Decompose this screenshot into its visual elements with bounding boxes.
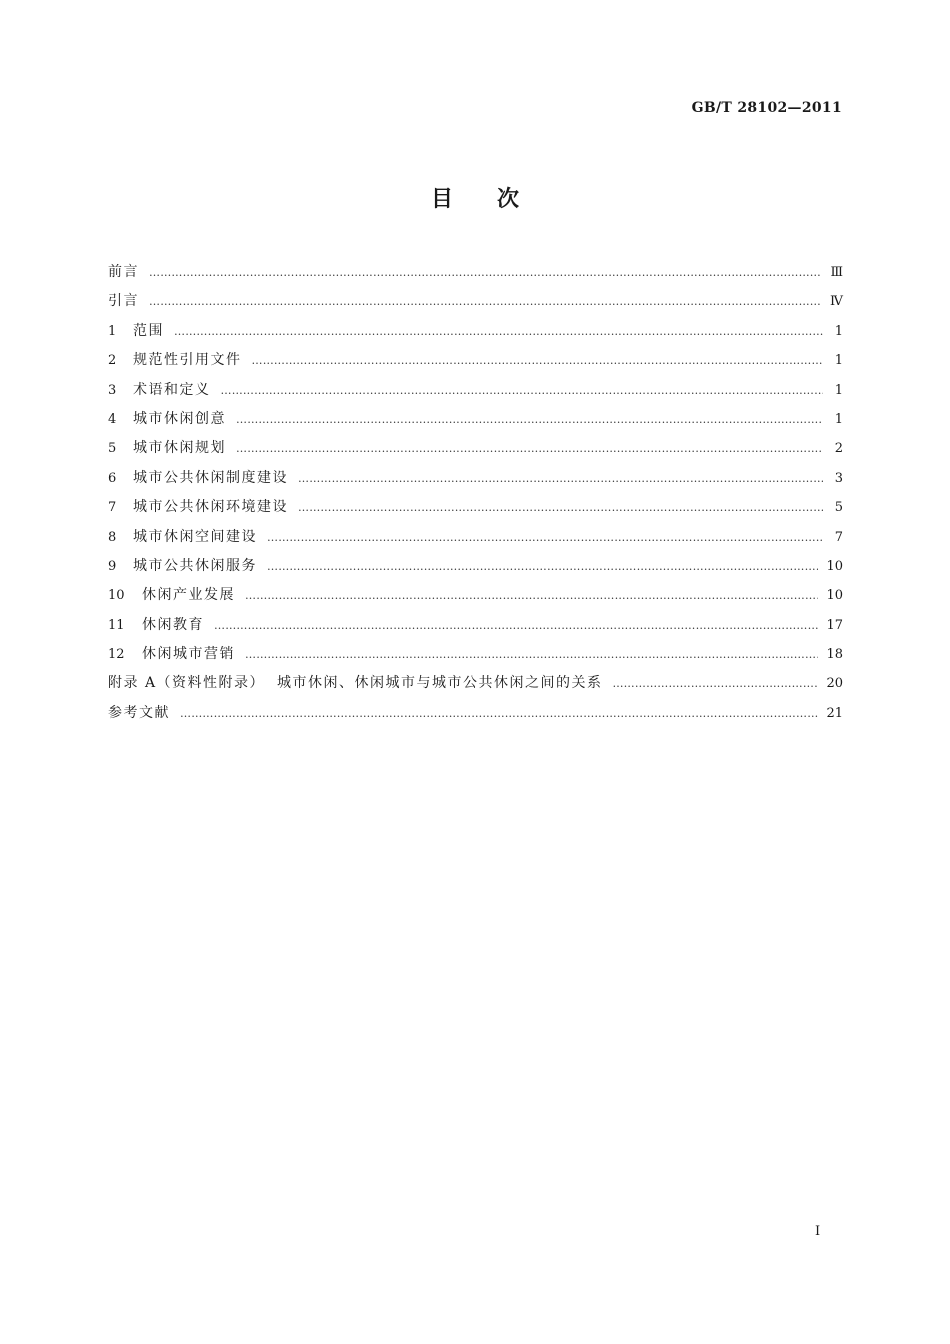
toc-entry-label: 城市休闲创意 — [133, 410, 226, 427]
toc-leader-dots — [245, 581, 818, 610]
toc-leader-dots — [252, 346, 824, 375]
toc-entry-page: 1 — [834, 411, 843, 427]
toc-entry-page: 1 — [834, 353, 843, 369]
toc-leader-dots — [612, 669, 818, 698]
toc-entry-page: 2 — [834, 441, 843, 457]
toc-leader-dots — [149, 258, 822, 287]
toc-entry-page: 1 — [834, 382, 843, 398]
toc-entry-page: 10 — [826, 588, 843, 604]
toc-entry-page: Ⅲ — [830, 265, 843, 280]
toc-entry-label: 城市公共休闲制度建设 — [133, 469, 288, 486]
toc-leader-dots — [298, 464, 823, 493]
toc-entry-label: 附录 A（资料性附录） 城市休闲、休闲城市与城市公共休闲之间的关系 — [108, 675, 603, 692]
toc-leader-dots — [245, 640, 818, 669]
toc-entry-number: 6 — [108, 470, 117, 486]
toc-entry-number: 1 — [108, 323, 117, 339]
toc-entry-page: 17 — [826, 617, 843, 633]
toc-leader-dots — [267, 552, 818, 581]
toc-entry-page: 21 — [826, 705, 843, 721]
toc-entry-references[interactable] — [108, 699, 843, 728]
toc-entry-label: 城市休闲空间建设 — [133, 528, 257, 545]
toc-entry-label: 休闲教育 — [142, 616, 204, 633]
toc-entry-6[interactable] — [108, 464, 843, 493]
toc-entry-number: 4 — [108, 411, 117, 427]
toc-entry-number: 12 — [108, 647, 125, 663]
toc-entry-number: 5 — [108, 441, 117, 457]
toc-entry-page: 10 — [826, 558, 843, 574]
toc-leader-dots — [221, 376, 824, 405]
toc-entry-label: 休闲城市营销 — [142, 646, 235, 663]
toc-leader-dots — [236, 405, 823, 434]
toc-entry-page: 1 — [834, 323, 843, 339]
toc-leader-dots — [180, 699, 818, 728]
toc-leader-dots — [214, 611, 818, 640]
toc-leader-dots — [267, 523, 823, 552]
toc-leader-dots — [236, 434, 823, 463]
toc-entry-11[interactable] — [108, 611, 843, 640]
toc-entry-page: Ⅳ — [830, 294, 843, 310]
toc-entry-page: 20 — [826, 676, 843, 692]
page-title: 目次 — [430, 187, 563, 212]
toc-leader-dots — [174, 317, 823, 346]
toc-entry-number: 8 — [108, 529, 117, 545]
toc-entry-label: 规范性引用文件 — [133, 352, 242, 369]
toc-entry-label: 前言 — [108, 264, 139, 280]
toc-entry-3[interactable] — [108, 376, 843, 405]
toc-entry-number: 3 — [108, 382, 117, 398]
toc-entry-number: 7 — [108, 500, 117, 516]
toc-entry-label: 休闲产业发展 — [142, 587, 235, 604]
toc-entry-number: 9 — [108, 558, 117, 574]
toc-entry-8[interactable] — [108, 523, 843, 552]
toc-entry-label: 参考文献 — [108, 704, 170, 721]
toc-entry-1[interactable] — [108, 317, 843, 346]
toc-entry-number: 2 — [108, 353, 117, 369]
toc-entry-label: 城市公共休闲环境建设 — [133, 499, 288, 516]
toc-entry-foreword[interactable] — [108, 258, 843, 287]
toc-leader-dots — [298, 493, 823, 522]
toc-leader-dots — [149, 287, 822, 316]
toc-entry-7[interactable] — [108, 493, 843, 522]
toc-entry-label: 术语和定义 — [133, 381, 211, 398]
toc-entry-number: 11 — [108, 617, 125, 633]
toc-entry-label: 城市休闲规划 — [133, 440, 226, 457]
table-of-contents — [108, 258, 843, 728]
toc-entry-page: 5 — [834, 500, 843, 516]
toc-entry-page: 3 — [834, 470, 843, 486]
toc-entry-page: 18 — [826, 647, 843, 663]
toc-entry-label: 范围 — [133, 322, 164, 339]
toc-entry-4[interactable] — [108, 405, 843, 434]
toc-entry-appendix-a[interactable] — [108, 669, 843, 698]
toc-entry-9[interactable] — [108, 552, 843, 581]
toc-entry-5[interactable] — [108, 434, 843, 463]
toc-entry-label: 城市公共休闲服务 — [133, 557, 257, 574]
toc-entry-page: 7 — [834, 529, 843, 545]
standard-code: GB/T 28102—2011 — [691, 100, 842, 116]
toc-entry-12[interactable] — [108, 640, 843, 669]
toc-entry-introduction[interactable] — [108, 287, 843, 316]
toc-entry-number: 10 — [108, 588, 125, 604]
page-number: Ⅰ — [815, 1224, 821, 1239]
toc-entry-10[interactable] — [108, 581, 843, 610]
toc-entry-label: 引言 — [108, 293, 139, 310]
toc-entry-2[interactable] — [108, 346, 843, 375]
